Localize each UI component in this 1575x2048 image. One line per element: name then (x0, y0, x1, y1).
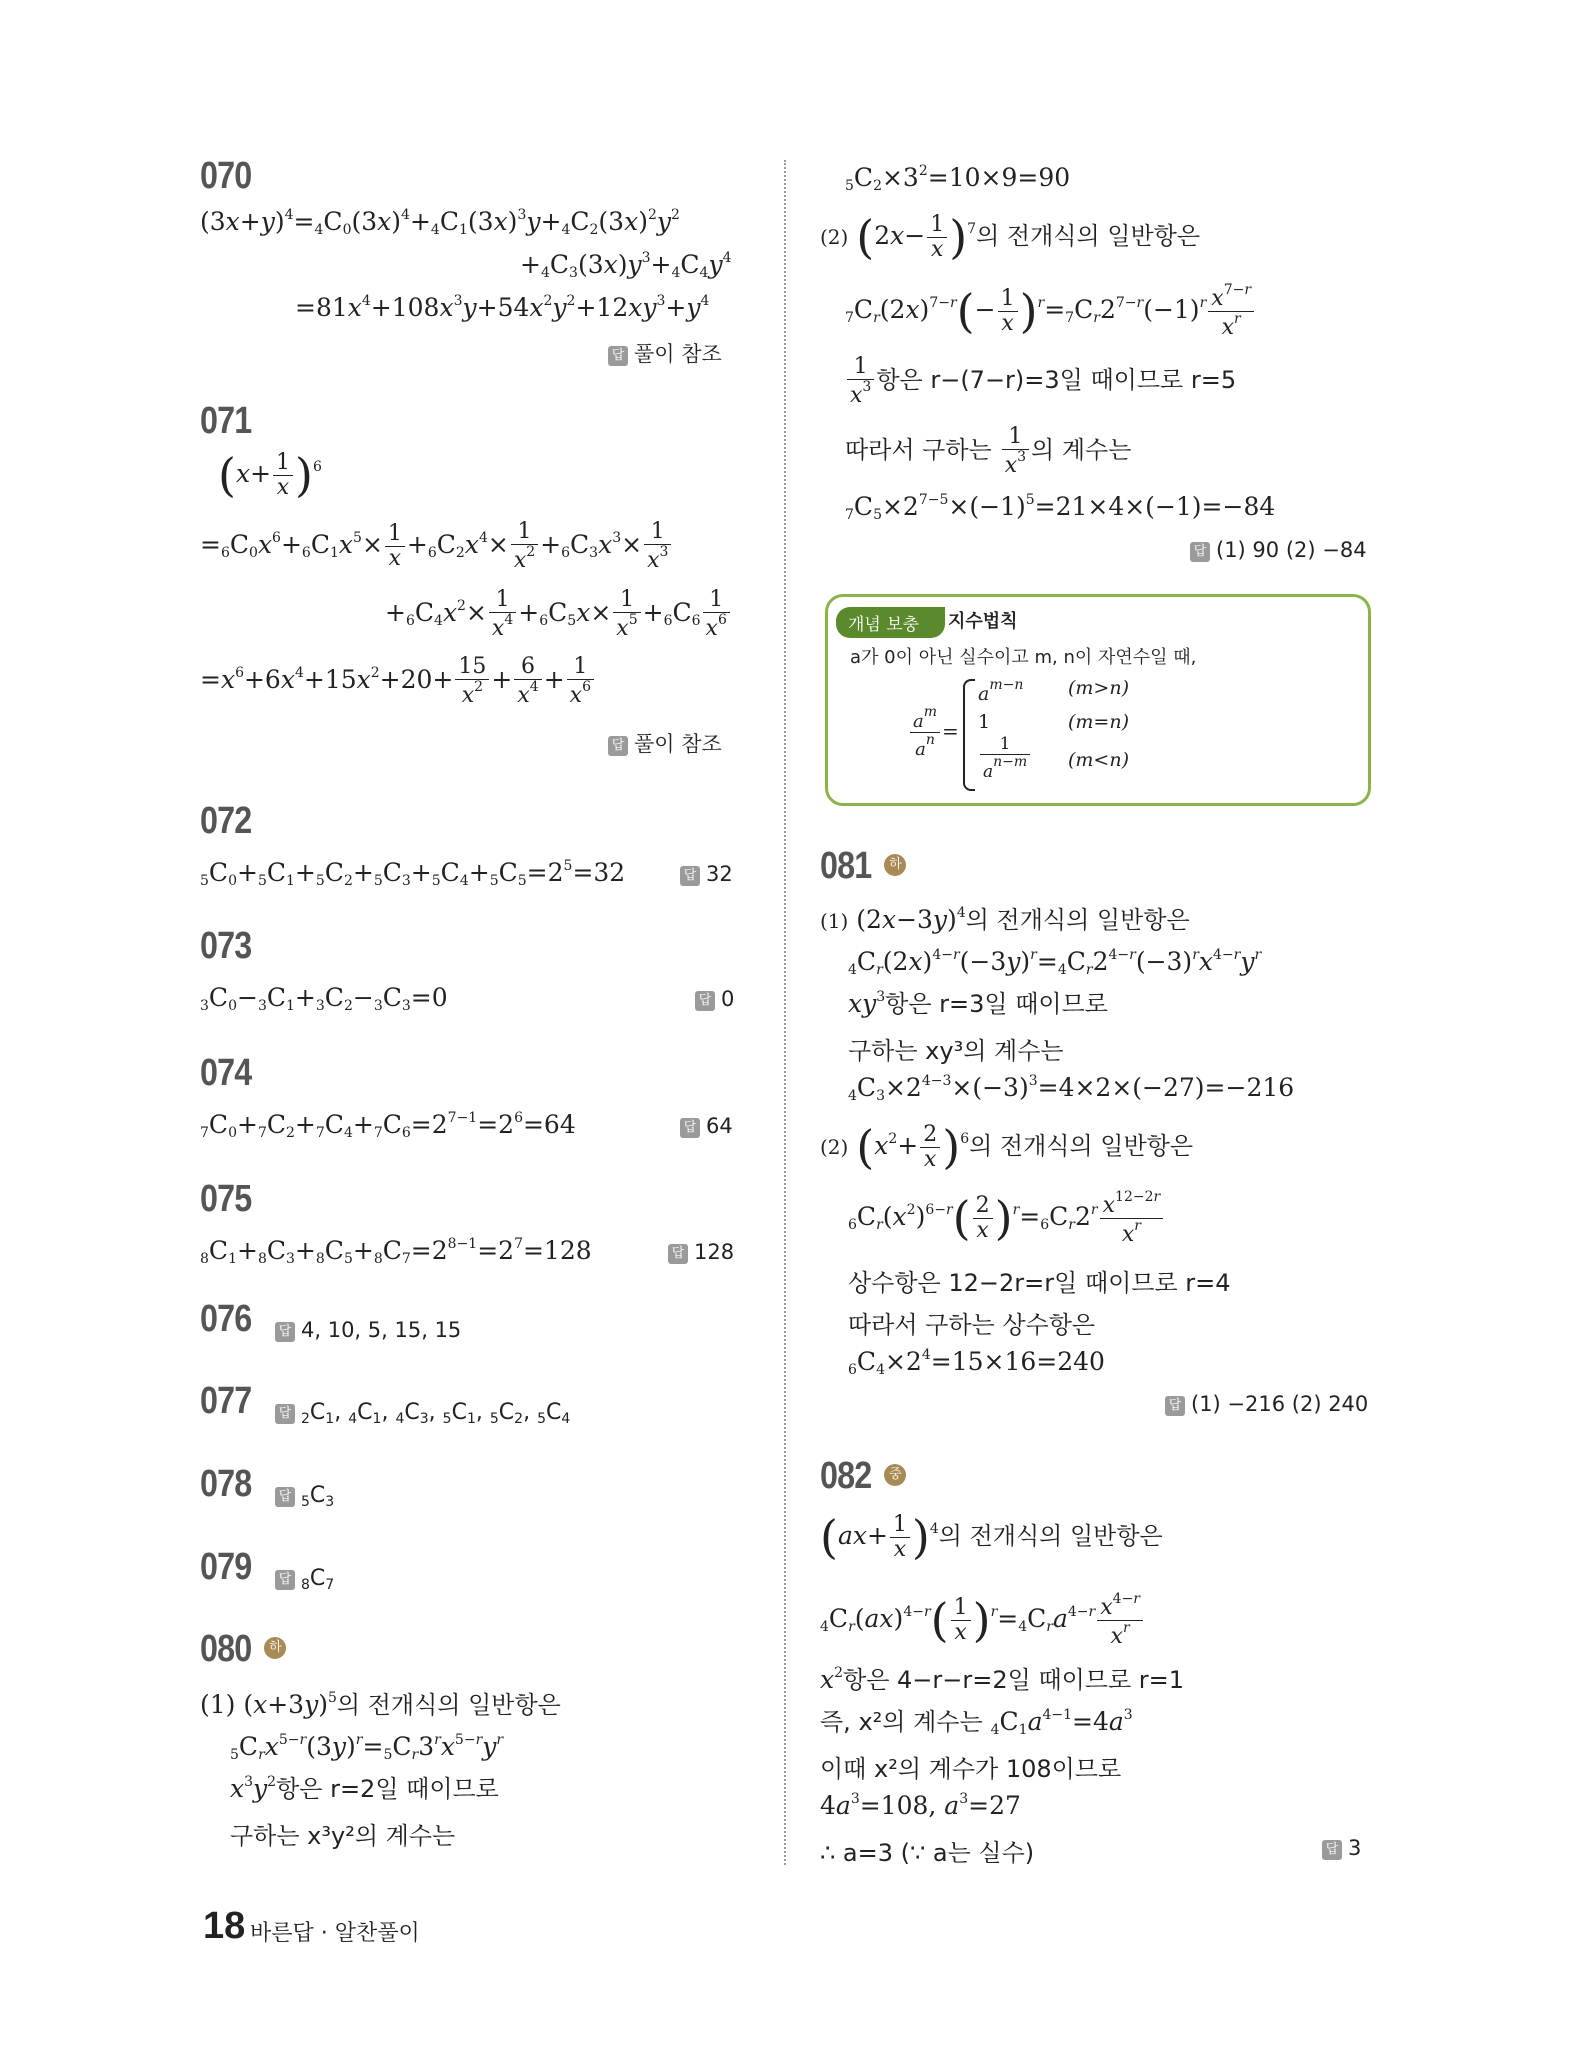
answer-071: 답 풀이 참조 (608, 728, 722, 758)
answer-080: 답 (1) 90 (2) −84 (1190, 538, 1367, 562)
solution-074: $_7C_0+_7C_2+_7C_4+_7C_6=2^{7-1}=2^6=64$ (200, 1110, 576, 1141)
problem-number-079: 079 (200, 1546, 252, 1588)
concept-case3: $\frac{1}{a^{n-m}}$ (978, 735, 1032, 781)
solution-081-2-line3: 상수항은 12−2r=r일 때이므로 r=4 (848, 1269, 1231, 1297)
solution-071-line3: $+_6C_4x^2\times$ $\frac{1}{x^4}$ $+_6C_5x\times$ $\frac{1}{x^5}$ $+_6C_6$ $\frac{1}{x^6}$ (385, 588, 732, 641)
solution-071-line1: (x+ $\frac{1}{x}$ )$^6$ (218, 448, 322, 502)
solution-080-2-line4: 따라서 구하는 $\frac{1}{x^3}$ 의 계수는 (845, 424, 1132, 479)
concept-cond3: (m<n) (1068, 749, 1129, 771)
problem-number-076: 076 (200, 1298, 252, 1340)
problem-number-071: 071 (200, 400, 252, 442)
solution-081-1-line1: (1) $(2x-3y)^4$의 전개식의 일반항은 (820, 905, 1190, 934)
solution-082-line6: $4a^3=108$, $a^3=27$ (820, 1791, 1021, 1820)
concept-cond1: (m>n) (1068, 677, 1129, 699)
concept-lhs: $\frac{a^m}{a^n}$ = (908, 705, 959, 760)
solution-080-1-line5: $_5C_2\times 3^2=10\times 9=90$ (845, 163, 1071, 194)
answer-081: 답 (1) −216 (2) 240 (1165, 1392, 1368, 1416)
answer-077: 답 $_2C_1$, $_4C_1$, $_4C_3$, $_5C_1$, $_5C_2$, $_5C_4$ (275, 1400, 570, 1428)
solution-073: $_3C_0-_3C_1+_3C_2-_3C_3=0$ (200, 983, 448, 1014)
solution-070-line1: $(3x+y)^4=_4C_0(3x)^4+_4C_1(3x)^3y+_4C_2(3x)^2y^2$ (200, 207, 680, 238)
solution-080-2-line1: (2) (2x− $\frac{1}{x}$ )$^7$의 전개식의 일반항은 (820, 210, 1201, 264)
footer-label: 바른답 · 알찬풀이 (250, 1921, 420, 1946)
level-badge-low: 하 (884, 854, 906, 876)
solution-080-2-line2: $_7C_r(2x)^{7-r}(-$ $\frac{1}{x}$ )$^r=_7C_r2^{7-r}(-1)^r$ $\frac{x^{7-r}}{x^r}$ (845, 283, 1256, 340)
solution-070-line3: $=81x^4+108x^3y+54x^2y^2+12xy^3+y^4$ (295, 293, 710, 322)
solution-070-line2: $+_4C_3(3x)y^3+_4C_4y^4$ (520, 250, 732, 281)
level-badge-mid: 중 (884, 1464, 906, 1486)
problem-number-072: 072 (200, 800, 252, 842)
concept-tag: 개념 보충 (836, 607, 945, 638)
solution-080-1-line4: 구하는 x³y²의 계수는 (230, 1822, 456, 1850)
problem-number-080: 080 하 (200, 1628, 286, 1671)
solution-082-line2: $_4C_r(ax)^{4-r}$( $\frac{1}{x}$ )$^r=_4C_ra^{4-r}$ $\frac{x^{4-r}}{x^r}$ (820, 1592, 1145, 1649)
problem-number-070: 070 (200, 155, 252, 197)
problem-number-075: 075 (200, 1178, 252, 1220)
solution-081-1-line4: 구하는 xy³의 계수는 (848, 1037, 1064, 1065)
answer-074: 답 64 (680, 1114, 733, 1138)
solution-080-1-line1: (1) $(x+3y)^5$의 전개식의 일반항은 (200, 1690, 561, 1719)
solution-081-2-line4: 따라서 구하는 상수항은 (848, 1311, 1096, 1339)
concept-case1: $a^{m-n}$ (978, 677, 1024, 705)
solution-080-2-line5: $_7C_5\times 2^{7-5}\times(-1)^5=21\times 4\times(-1)=-84$ (845, 492, 1276, 523)
concept-box (825, 594, 1371, 806)
answer-079: 답 $_8C_7$ (275, 1566, 334, 1594)
answer-078: 답 $_5C_3$ (275, 1483, 334, 1511)
solution-071-line4: $=x^6+6x^4+15x^2+20+$ $\frac{15}{x^2}$ + $\frac{6}{x^4}$ + $\frac{1}{x^6}$ (200, 655, 596, 708)
solution-082-line7: ∴ a=3 (∵ a는 실수) (820, 1839, 1035, 1867)
column-divider (784, 160, 786, 1865)
concept-cond2: (m=n) (1068, 711, 1129, 733)
solution-081-1-line5: $_4C_3\times 2^{4-3}\times(-3)^3=4\times 2\times(-27)=-216$ (848, 1073, 1295, 1104)
problem-number-074: 074 (200, 1052, 252, 1094)
concept-title: 지수법칙 (948, 611, 1018, 632)
answer-082: 답 3 (1322, 1836, 1361, 1860)
concept-case2: 1 (978, 711, 991, 733)
answer-072: 답 32 (680, 862, 733, 886)
problem-number-082: 082 중 (820, 1455, 906, 1498)
solution-082-line5: 이때 x²의 계수가 108이므로 (820, 1755, 1122, 1783)
solution-080-1-line2: $_5C_rx^{5-r}(3y)^r=_5C_r3^rx^{5-r}y^r$ (230, 1732, 504, 1763)
solution-082-line3: $x^2$항은 4−r−r=2일 때이므로 r=1 (820, 1665, 1185, 1694)
solution-075: $_8C_1+_8C_3+_8C_5+_8C_7=2^{8-1}=2^7=128$ (200, 1236, 592, 1267)
solution-071-line2: $=_6C_0x^6+_6C_1x^5\times$ $\frac{1}{x}$ $+_6C_2x^4\times$ $\frac{1}{x^2}$ $+_6C_3x^3\times$ $\frac{1}{x^3}$ (200, 520, 673, 573)
solution-081-2-line1: (2) ($x^2+$ $\frac{2}{x}$ )$^6$의 전개식의 일반항은 (820, 1120, 1194, 1174)
solution-082-line1: (ax+ $\frac{1}{x}$ )$^4$의 전개식의 일반항은 (820, 1510, 1163, 1564)
problem-number-073: 073 (200, 925, 252, 967)
solution-080-1-line3: $x^3y^2$항은 r=2일 때이므로 (230, 1774, 499, 1803)
solution-081-2-line2: $_6C_r(x^2)^{6-r}$( $\frac{2}{x}$ )$^r=_6C_r2^r$ $\frac{x^{12-2r}}{x^r}$ (848, 1190, 1165, 1247)
problem-number-081: 081 하 (820, 845, 906, 888)
answer-075: 답 128 (668, 1240, 734, 1264)
level-badge-low: 하 (264, 1637, 286, 1659)
concept-brace (963, 679, 975, 791)
problem-number-078: 078 (200, 1463, 252, 1505)
page-number: 18 (203, 1905, 246, 1947)
solution-081-1-line2: $_4C_r(2x)^{4-r}(-3y)^r=_4C_r2^{4-r}(-3)^rx^{4-r}y^r$ (848, 947, 1262, 978)
problem-number-077: 077 (200, 1380, 252, 1422)
solution-072: $_5C_0+_5C_1+_5C_2+_5C_3+_5C_4+_5C_5=2^5=32$ (200, 858, 626, 889)
solution-082-line4: 즉, x²의 계수는 $_4C_1a^{4-1}=4a^3$ (820, 1707, 1133, 1738)
answer-073: 답 0 (695, 987, 734, 1011)
concept-condition: a가 0이 아닌 실수이고 m, n이 자연수일 때, (850, 647, 1197, 668)
solution-081-1-line3: $xy^3$항은 r=3일 때이므로 (848, 989, 1108, 1018)
answer-070: 답 풀이 참조 (608, 338, 722, 368)
answer-076: 답 4, 10, 5, 15, 15 (275, 1318, 461, 1342)
solution-080-2-line3: $\frac{1}{x^3}$ 항은 r−(7−r)=3일 때이므로 r=5 (845, 355, 1236, 408)
solution-081-2-line5: $_6C_4\times 2^4=15\times 16=240$ (848, 1347, 1105, 1378)
